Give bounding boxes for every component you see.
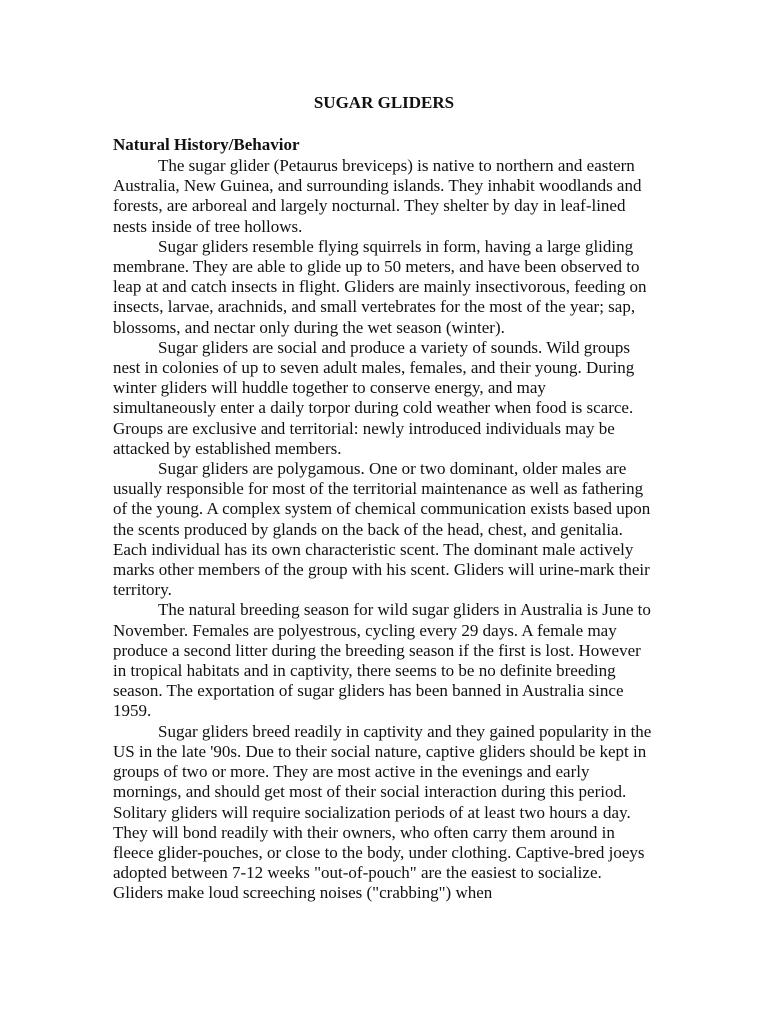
paragraph-native-range: The sugar glider (Petaurus breviceps) is native to northern and eastern Australia, New Guinea, and surrounding islands. They inhabit woodlands and forests, are arboreal and largely nocturnal. They shelter by day in leaf-lined nests inside of tree hollows. [113,156,642,236]
paragraph-gliding: Sugar gliders resemble flying squirrels in form, having a large gliding membrane. They are able to glide up to 50 meters, and have been observed to leap at and catch insects in flight. Gliders are mainly insectivorous, feeding on insects, larvae, arachnids, and small vertebrates for the most of the year; sap, blossoms, and nectar only during the wet season (winter). [113,236,647,337]
document-title: SUGAR GLIDERS [313,93,455,112]
paragraph-captivity: Sugar gliders breed readily in captivity and they gained popularity in the US in the late '90s. Due to their social nature, captive gliders should be kept in groups of two or more. They are most active in the evenings and early mornings, and should get most of their social interaction during this period. Solitary gliders will require socialization periods of at least two hours a day. They will bond readily with their owners, who often carry them around in fleece glider-pouches, or close to the body, under clothing. Captive-bred joeys adopted between 7-12 weeks "out-of-pouch" are the easiest to socialize. Gliders make loud screeching noises ("crabbing") when [113,721,652,903]
body-text [113,156,653,904]
paragraph-breeding-season: The natural breeding season for wild sugar gliders in Australia is June to November. Females are polyestrous, cycling every 29 days. A female may produce a second litter during the breeding season if the first is lost. However in tropical habitats and in captivity, there seems to be no definite breeding season. The exportation of sugar gliders has been banned in Australia since 1959. [113,600,651,721]
paragraph-polygamous: Sugar gliders are polygamous. One or two dominant, older males are usually responsible for most of the territorial maintenance as well as fathering of the young. A complex system of chemical communication exists based upon the scents produced by glands on the back of the head, chest, and genitalia. Each individual has its own characteristic scent. The dominant male actively marks other members of the group with his scent. Gliders will urine-mark their territory. [113,459,651,600]
section-heading: Natural History/Behavior [113,135,300,154]
paragraph-social: Sugar gliders are social and produce a variety of sounds. Wild groups nest in colonies of up to seven adult males, females, and their young. During winter gliders will huddle together to conserve energy, and may simultaneously enter a daily torpor during cold weather when food is scarce. Groups are exclusive and territorial: newly introduced individuals may be attacked by established members. [113,337,635,458]
